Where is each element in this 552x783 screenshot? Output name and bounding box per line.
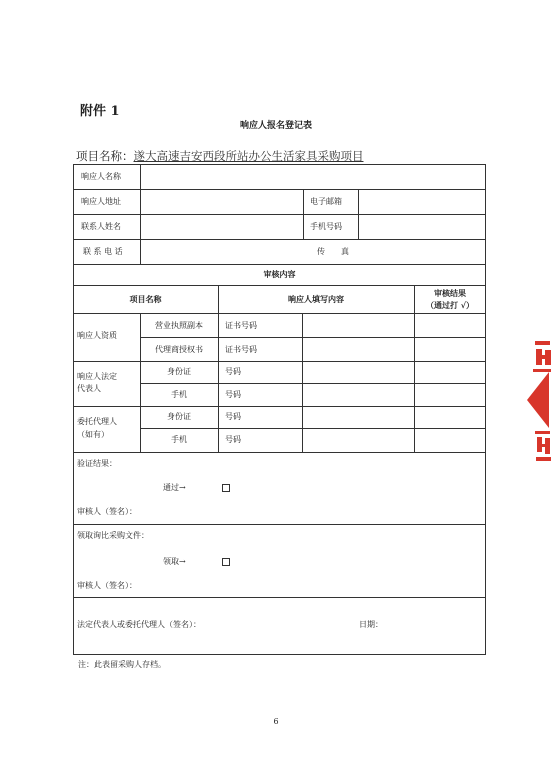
date-label: 日期： [359, 620, 383, 629]
phone-label: 联 系 电 话 [83, 247, 123, 256]
legal-rep-id-label: 身份证 [167, 367, 191, 376]
col-review-result-note: （通过打 √） [425, 300, 475, 310]
representative-signature-label: 法定代表人或委托代理人（签名）： [77, 620, 201, 629]
official-seal-stamp [519, 338, 552, 464]
qualification-group-label: 响应人资质 [77, 331, 117, 340]
agent-label-line2: （如有） [77, 430, 109, 439]
collect-reviewer-signature: 审核人（签名）： [77, 581, 137, 590]
collect-documents-label: 领取询比采购文件： [77, 531, 149, 540]
collect-checkbox[interactable] [222, 558, 230, 566]
project-name-value: 遂大高速吉安西段所站办公生活家具采购项目 [133, 149, 364, 163]
contact-name-label: 联系人姓名 [81, 222, 121, 231]
attachment-label: 附件 1 [80, 104, 120, 119]
authorization-letter-label: 代理商授权书 [155, 345, 203, 354]
fax-label: 传 真 [317, 247, 349, 256]
review-section-title: 审核内容 [263, 269, 296, 279]
verification-reviewer-signature: 审核人（签名）： [77, 507, 137, 516]
pass-label: 通过→ [163, 483, 186, 492]
legal-rep-mobile-number-label: 号码 [225, 390, 241, 399]
col-respondent-fill: 响应人填写内容 [288, 294, 344, 304]
project-name-label: 项目名称： [76, 149, 134, 163]
business-license-cert-label: 证书号码 [225, 321, 257, 330]
form-title: 响应人报名登记表 [239, 121, 312, 131]
legal-rep-id-number-label: 号码 [225, 367, 241, 376]
agent-id-number-label: 号码 [225, 412, 241, 421]
respondent-address-label: 响应人地址 [81, 197, 121, 206]
agent-id-label: 身份证 [167, 412, 191, 421]
project-name [76, 148, 364, 164]
col-item-name: 项目名称 [129, 294, 162, 304]
verification-result-label: 验证结果： [77, 459, 117, 468]
agent-mobile-label: 手机 [171, 435, 187, 444]
agent-mobile-number-label: 号码 [225, 435, 241, 444]
legal-representative-label-line1: 响应人法定 [77, 372, 117, 381]
footnote: 注：此表留采购人存档。 [78, 660, 166, 669]
collect-label: 领取→ [163, 557, 186, 566]
mobile-label: 手机号码 [310, 222, 342, 231]
pass-checkbox[interactable] [222, 484, 230, 492]
col-review-result: 审核结果 [434, 288, 466, 298]
agent-label-line1: 委托代理人 [77, 417, 117, 426]
authorization-cert-label: 证书号码 [225, 345, 257, 354]
business-license-label: 营业执照副本 [155, 321, 203, 330]
respondent-name-label: 响应人名称 [81, 172, 121, 181]
registration-form-table [73, 164, 486, 655]
legal-rep-mobile-label: 手机 [171, 390, 187, 399]
legal-representative-label-line2: 代表人 [77, 384, 101, 393]
email-label: 电子邮箱 [310, 197, 342, 206]
page-number: 6 [273, 717, 279, 726]
